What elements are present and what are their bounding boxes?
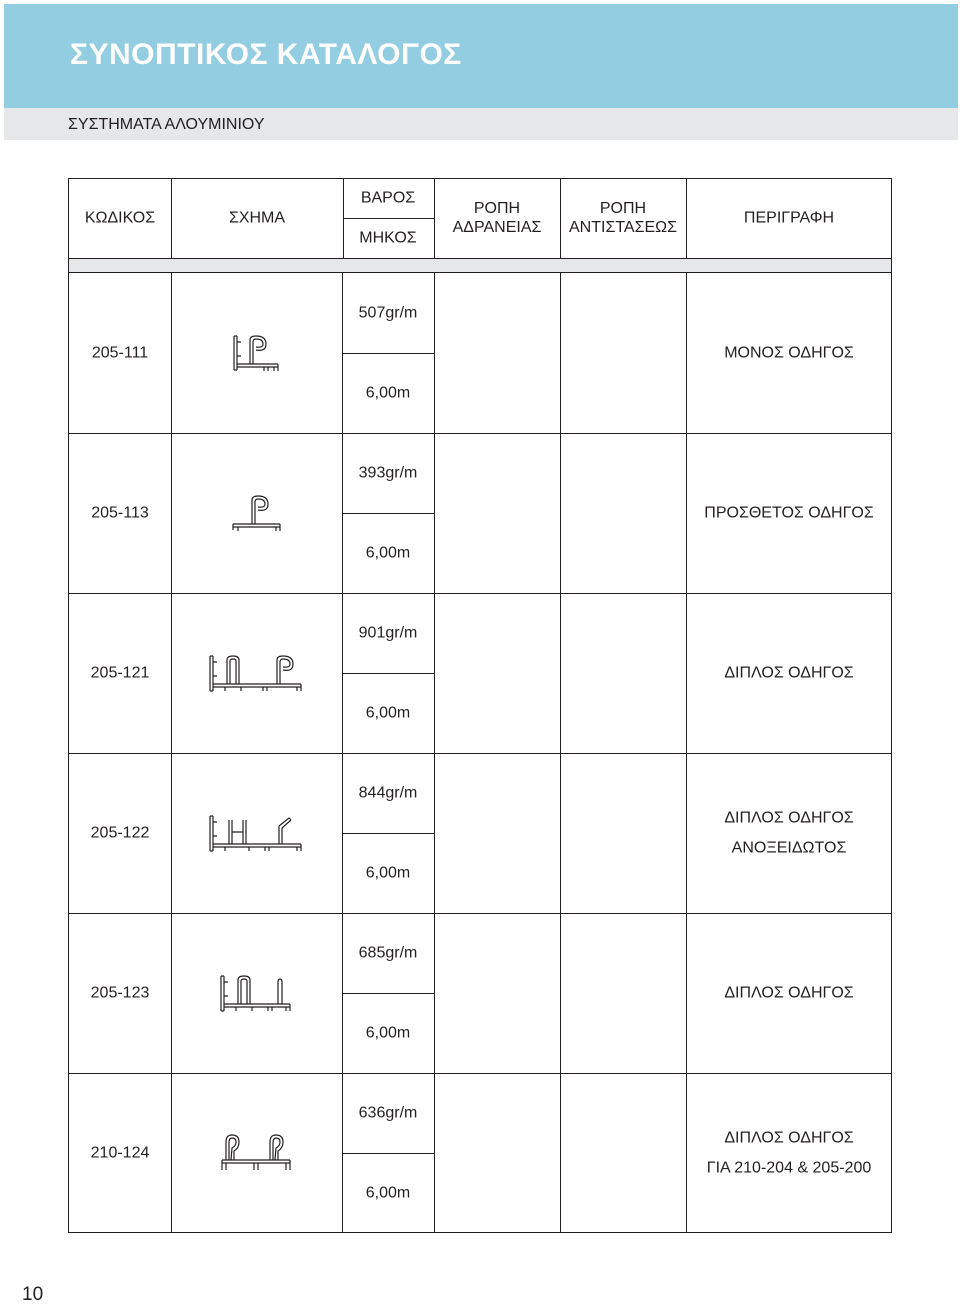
row-weight: 901gr/m — [358, 624, 418, 642]
row-code: 205-123 — [90, 984, 150, 1002]
profile-drawing-205-121 — [207, 654, 305, 694]
column-header-resistance-line2: ΑΝΤΙΣΤΑΣΕΩΣ — [568, 219, 678, 236]
row-description: ΔΙΠΛΟΣ ΟΔΗΓΟΣ — [724, 664, 854, 682]
row-weight: 636gr/m — [358, 1104, 418, 1122]
row-length: 6,00m — [365, 384, 411, 402]
row-weight: 507gr/m — [358, 304, 418, 322]
column-header-inertia-line2: ΑΔΡΑΝΕΙΑΣ — [452, 219, 542, 236]
column-header-inertia — [453, 199, 542, 237]
row-length: 6,00m — [365, 1024, 411, 1042]
row-code: 205-113 — [91, 504, 149, 522]
row-code: 205-121 — [90, 664, 150, 682]
row-length: 6,00m — [365, 1184, 411, 1202]
row-code: 205-122 — [90, 824, 150, 842]
row-length: 6,00m — [365, 864, 411, 882]
column-header-resistance — [569, 199, 677, 237]
column-header-shape: ΣΧΗΜΑ — [228, 209, 286, 227]
column-header-description: ΠΕΡΙΓΡΑΦΗ — [743, 209, 835, 227]
profile-drawing-205-122 — [207, 814, 305, 854]
row-code: 205-111 — [91, 344, 149, 362]
row-description: ΔΙΠΛΟΣ ΟΔΗΓΟΣ — [724, 984, 854, 1002]
row-weight: 844gr/m — [358, 784, 418, 802]
profile-drawing-205-111 — [230, 334, 282, 374]
row-description: ΜΟΝΟΣ ΟΔΗΓΟΣ — [724, 344, 854, 362]
column-header-inertia-line1: ΡΟΠΗ — [473, 200, 521, 217]
row-description-line2: ΓΙΑ 210-204 & 205-200 — [706, 1159, 872, 1177]
column-header-code: ΚΩΔΙΚΟΣ — [84, 209, 156, 227]
page-number: 10 — [22, 1284, 44, 1305]
profile-drawing-205-113 — [230, 494, 282, 534]
page-subtitle: ΣΥΣΤΗΜΑΤΑ ΑΛΟΥΜΙΝΙΟΥ — [68, 116, 265, 133]
row-weight: 685gr/m — [358, 944, 418, 962]
row-description-line2: ΑΝΟΞΕΙΔΩΤΟΣ — [731, 839, 847, 857]
profile-drawing-210-124 — [218, 1132, 294, 1174]
row-code: 210-124 — [90, 1144, 150, 1162]
row-length: 6,00m — [365, 544, 411, 562]
row-length: 6,00m — [365, 704, 411, 722]
row-description: ΠΡΟΣΘΕΤΟΣ ΟΔΗΓΟΣ — [704, 504, 874, 522]
page-title: ΣΥΝΟΠΤΙΚΟΣ ΚΑΤΑΛΟΓΟΣ — [70, 38, 462, 71]
subtitle-band — [4, 108, 958, 140]
row-weight: 393gr/m — [358, 464, 418, 482]
row-description: ΔΙΠΛΟΣ ΟΔΗΓΟΣ — [724, 809, 854, 827]
row-description: ΔΙΠΛΟΣ ΟΔΗΓΟΣ — [724, 1129, 854, 1147]
column-header-weight: ΒΑΡΟΣ — [360, 189, 416, 207]
column-header-length: ΜΗΚΟΣ — [359, 229, 417, 247]
profile-drawing-205-123 — [218, 974, 294, 1014]
title-band — [4, 4, 958, 108]
column-header-resistance-line1: ΡΟΠΗ — [599, 200, 647, 217]
